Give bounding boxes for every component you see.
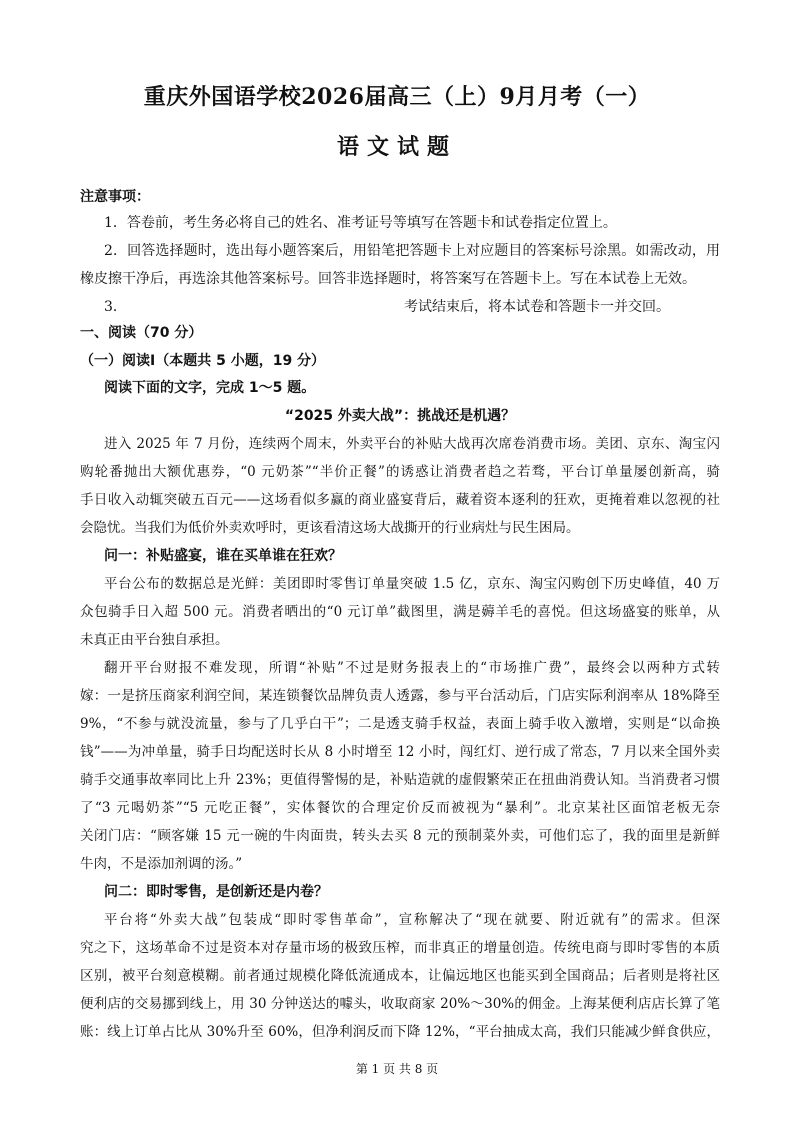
sub-section-heading: （一）阅读Ⅰ（本题共 5 小题，19 分） [80, 353, 326, 369]
article-line: 牛肉，不是添加剂调的汤。” [80, 856, 243, 872]
article-line: 骑手交通事故率同比上升 23%；更值得警惕的是，补贴造就的虚假繁荣正在扭曲消费认知。当消费者习惯 [80, 772, 720, 788]
exam-title: 重庆外国语学校2026届高三（上）9月月考（一） [143, 84, 651, 110]
notes-item-2-line-2: 橡皮擦干净后，再选涂其他答案标号。回答非选择题时，将答案写在答题卡上。写在本试卷上无效。 [80, 271, 696, 287]
page-number: 第 1 页 共 8 页 [355, 1062, 439, 1076]
article-line: 未真正由平台独自承担。 [80, 632, 229, 648]
article-line: 嫁：一是挤压商家利润空间，某连锁餐饮品牌负责人透露，参与平台活动后，门店实际利润率从 18%降至 [80, 688, 720, 704]
notes-heading: 注意事项： [80, 189, 150, 205]
article-line: 9%，“不参与就没流量，参与了几乎白干”；二是透支骑手权益，表面上骑手收入激增，实则是“以命换 [80, 716, 720, 732]
article-line: 究之下，这场革命不过是资本对存量市场的极致压榨，而非真正的增量创造。传统电商与即时零售的本质 [80, 940, 720, 956]
section-heading: 一、阅读（70 分） [80, 325, 203, 341]
question-heading-2: 问二：即时零售，是创新还是内卷？ [104, 884, 328, 900]
article-line: 关闭门店：“顾客嫌 15 元一碗的牛肉面贵，转头去买 8 元的预制菜外卖，可他们忘了，我的面里是新鲜 [80, 828, 720, 844]
notes-item-1: 1．答卷前，考生务必将自己的姓名、准考证号等填写在答题卡和试卷指定位置上。 [104, 215, 617, 231]
reading-instruction: 阅读下面的文字，完成 1～5 题。 [104, 380, 316, 396]
article-line: 了“3 元喝奶茶”“5 元吃正餐”，实体餐饮的合理定价反而被视为“暴利”。北京某社区面馆老板无奈 [80, 800, 720, 816]
notes-item-3-number: 3． [104, 299, 127, 315]
article-line: 翻开平台财报不难发现，所谓“补贴”不过是财务报表上的“市场推广费”，最终会以两种方式转 [104, 660, 720, 676]
notes-item-3-text: 考试结束后，将本试卷和答题卡一并交回。 [404, 299, 670, 315]
subject-title: 语文试题 [336, 134, 457, 160]
notes-item-2-line-1: 2．回答选择题时，选出每小题答案后，用铅笔把答题卡上对应题目的答案标号涂黑。如需改动，用 [104, 243, 720, 259]
question-heading-1: 问一：补贴盛宴，谁在买单谁在狂欢？ [104, 548, 342, 564]
article-line: 手日收入动辄突破五百元——这场看似多赢的商业盛宴背后，藏着资本逐利的狂欢，更掩着难以忽视的社 [80, 492, 720, 508]
article-title: “2025 外卖大战”：挑战还是机遇？ [284, 408, 516, 424]
article-line: 账：线上订单占比从 30%升至 60%，但净利润反而下降 12%，“平台抽成太高，我们只能减少鲜食供应， [80, 1024, 720, 1040]
article-line: 购轮番抛出大额优惠券，“0 元奶茶”“半价正餐”的诱惑让消费者趋之若骛，平台订单量屡创新高，骑 [80, 464, 720, 480]
article-line: 平台将“外卖大战”包装成“即时零售革命”，宣称解决了“现在就要、附近就有”的需求。但深 [104, 912, 720, 928]
article-line: 区别，被平台刻意模糊。前者通过规模化降低流通成本，让偏远地区也能买到全国商品；后者则是将社区 [80, 968, 720, 984]
article-line: 钱”——为冲单量，骑手日均配送时长从 8 小时增至 12 小时，闯红灯、逆行成了常态，7 月以来全国外卖 [80, 744, 720, 760]
article-line: 众包骑手日入超 500 元。消费者晒出的“0 元订单”截图里，满是薅羊毛的喜悦。但这场盛宴的账单，从 [80, 604, 720, 620]
article-line: 会隐忧。当我们为低价外卖欢呼时，更该看清这场大战撕开的行业病灶与民生困局。 [80, 520, 580, 536]
article-line: 进入 2025 年 7 月份，连续两个周末，外卖平台的补贴大战再次席卷消费市场。美团、京东、淘宝闪 [104, 436, 720, 452]
article-line: 便利店的交易挪到线上，用 30 分钟送达的噱头，收取商家 20%～30%的佣金。上海某便利店店长算了笔 [80, 996, 720, 1012]
article-line: 平台公布的数据总是光鲜：美团即时零售订单量突破 1.5 亿，京东、淘宝闪购创下历史峰值，40 万 [104, 576, 720, 592]
